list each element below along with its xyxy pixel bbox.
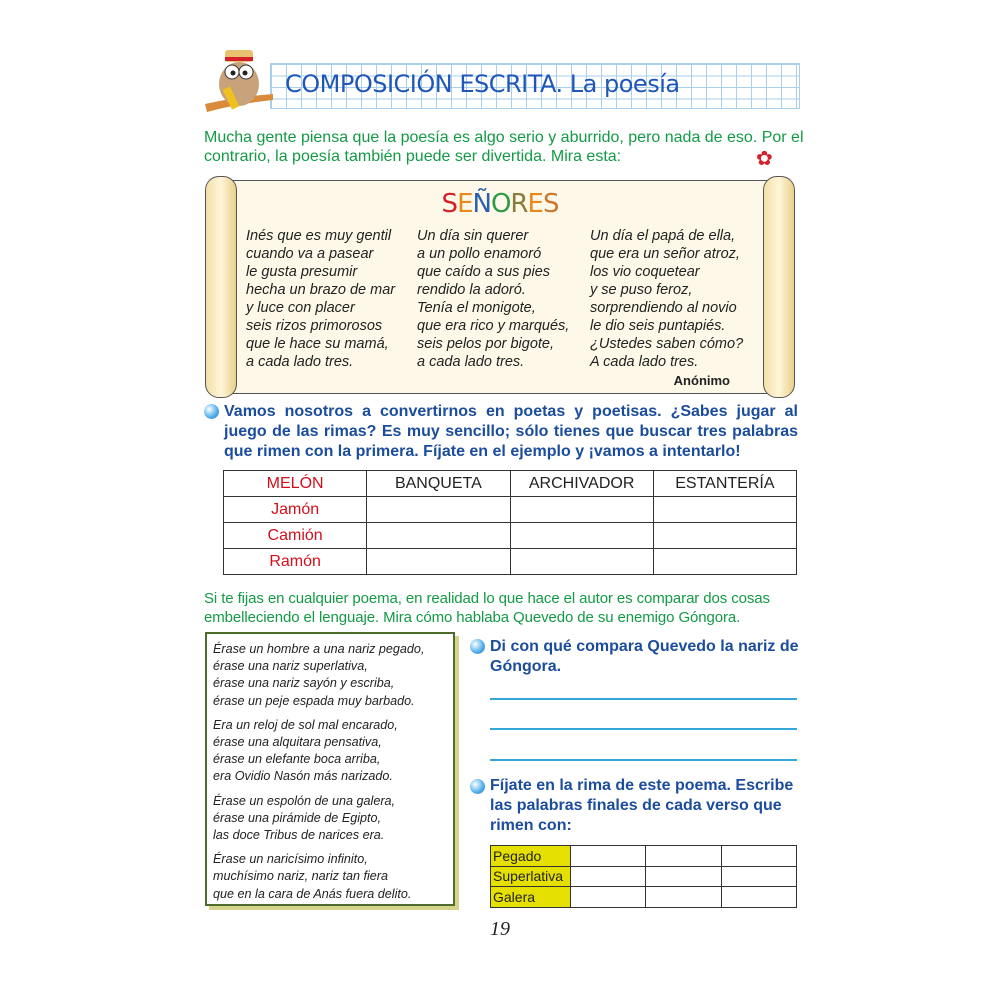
verse-line: que era rico y marqués,	[417, 318, 570, 334]
scroll-body	[223, 180, 777, 394]
verse-line: y luce con placer	[246, 300, 355, 316]
verse-line: Un día el papá de ella,	[590, 228, 736, 244]
answer-line[interactable]	[490, 728, 797, 730]
word-cell: Camión	[224, 523, 367, 549]
title-letter: E	[457, 189, 473, 219]
verse-line: las doce Tribus de narices era.	[213, 828, 385, 843]
bullet-icon	[470, 779, 485, 794]
stanza-1	[246, 227, 395, 371]
verse-line: érase un peje espada muy barbado.	[213, 693, 415, 708]
question-rhymes: Vamos nosotros a convertirnos en poetas y poetisas. ¿Sabes jugar al juego de las rimas? Es muy sencillo; sólo tienes que buscar tres palabras que rimen con la primera. Fíjate en el ejemplo y ¡vamos a intentarlo!	[224, 403, 798, 460]
header-cell: ESTANTERÍA	[653, 471, 796, 497]
verse-line: A cada lado tres.	[590, 354, 699, 370]
flower-icon: ✿	[756, 148, 773, 170]
answer-cell[interactable]	[510, 523, 653, 549]
verse-line: érase una alquitara pensativa,	[213, 735, 382, 750]
stanza-3	[590, 227, 743, 371]
verse-line: sorprendiendo al novio	[590, 300, 737, 316]
comparison-paragraph: Si te fijas en cualquier poema, en realidad lo que hace el autor es comparar dos cosas embelleciendo el lenguaje. Mira cómo hablaba Quevedo de su enemigo Góngora.	[204, 590, 770, 626]
stanza	[213, 851, 447, 903]
verse-line: Érase un naricísimo infinito,	[213, 852, 368, 867]
scroll-roll-right	[763, 176, 795, 398]
title-letter: S	[542, 189, 559, 219]
intro-text: Mucha gente piensa que la poesía es algo serio y aburrido, pero nada de eso. Por el contrario, la poesía también puede ser divertida. Mira esta:	[204, 129, 804, 165]
page-number: 19	[490, 918, 510, 940]
verse-line: seis pelos por bigote,	[417, 336, 555, 352]
answer-line[interactable]	[490, 698, 797, 700]
word-cell: Galera	[491, 887, 571, 908]
verse-line: cuando va a pasear	[246, 246, 374, 262]
answer-cell[interactable]	[367, 497, 510, 523]
verse-line: Érase un espolón de una galera,	[213, 793, 396, 808]
table-header-row	[224, 471, 797, 497]
verse-line: seis rizos primorosos	[246, 318, 383, 334]
verse-line: que caído a sus pies	[417, 264, 551, 280]
verse-line: era Ovidio Nasón más narizado.	[213, 769, 393, 784]
owl-mascot-icon	[205, 42, 275, 117]
verse-line: Era un reloj de sol mal encarado,	[213, 717, 398, 732]
answer-cell[interactable]	[721, 846, 796, 867]
answer-cell[interactable]	[721, 866, 796, 887]
question-compare: Di con qué compara Quevedo la nariz de Góngora.	[490, 638, 799, 675]
poem-scroll	[205, 176, 795, 398]
table-row	[224, 523, 797, 549]
table-row	[491, 846, 797, 867]
table-row	[224, 549, 797, 575]
word-cell: Ramón	[224, 549, 367, 575]
answer-cell[interactable]	[510, 549, 653, 575]
stanza-2	[417, 227, 569, 371]
verse-line: los vio coquetear	[590, 264, 700, 280]
verse-line: érase una nariz superlativa,	[213, 659, 368, 674]
stanza	[213, 641, 447, 710]
page-title: COMPOSICIÓN ESCRITA. La poesía	[285, 70, 680, 98]
word-cell: Pegado	[491, 846, 571, 867]
verse-line: que en la cara de Anás fuera delito.	[213, 886, 412, 901]
question-rhyme-words: Fíjate en la rima de este poema. Escribe las palabras finales de cada verso que rimen con:	[490, 777, 794, 834]
answer-cell[interactable]	[653, 549, 796, 575]
verse-line: que le hace su mamá,	[246, 336, 389, 352]
answer-cell[interactable]	[653, 497, 796, 523]
answer-cell[interactable]	[510, 497, 653, 523]
answer-cell[interactable]	[367, 549, 510, 575]
verse-line: muchísimo nariz, nariz tan fiera	[213, 869, 388, 884]
title-letter: Ñ	[472, 189, 491, 219]
verse-line: hecha un brazo de mar	[246, 282, 396, 298]
answer-cell[interactable]	[721, 887, 796, 908]
stanza	[213, 793, 447, 845]
verse-line: a cada lado tres.	[246, 354, 354, 370]
verse-line: ¿Ustedes saben cómo?	[590, 336, 744, 352]
verse-line: Érase un hombre a una nariz pegado,	[213, 642, 425, 656]
word-cell: Jamón	[224, 497, 367, 523]
header-cell: BANQUETA	[367, 471, 510, 497]
quevedo-poem-note	[205, 632, 455, 906]
verse-line: érase un elefante boca arriba,	[213, 752, 381, 767]
header-cell: MELÓN	[224, 471, 367, 497]
stanza	[213, 717, 447, 786]
table-row	[491, 866, 797, 887]
scroll-roll-left	[205, 176, 237, 398]
verse-line: y se puso feroz,	[590, 282, 693, 298]
table-row	[224, 497, 797, 523]
header-cell: ARCHIVADOR	[510, 471, 653, 497]
answer-cell[interactable]	[570, 846, 645, 867]
table-row	[491, 887, 797, 908]
title-letter: S	[441, 189, 458, 219]
word-cell: Superlativa	[491, 866, 571, 887]
verse-line: que era un señor atroz,	[590, 246, 740, 262]
poem-title	[224, 189, 776, 219]
verse-line: rendido la adoró.	[417, 282, 526, 298]
answer-cell[interactable]	[570, 866, 645, 887]
answer-cell[interactable]	[570, 887, 645, 908]
title-letter: E	[527, 189, 543, 219]
answer-cell[interactable]	[646, 887, 721, 908]
title-letter: R	[510, 189, 528, 219]
title-letter: O	[490, 189, 511, 219]
answer-cell[interactable]	[653, 523, 796, 549]
verse-line: a un pollo enamoró	[417, 246, 542, 262]
rhyme-table	[223, 470, 797, 575]
bullet-icon	[470, 639, 485, 654]
rhyme-words-table	[490, 845, 797, 908]
verse-line: Inés que es muy gentil	[246, 228, 392, 244]
verse-line: Tenía el monigote,	[417, 300, 536, 316]
answer-cell[interactable]	[367, 523, 510, 549]
verse-line: Un día sin querer	[417, 228, 529, 244]
poem-author: Anónimo	[673, 373, 730, 388]
verse-line: le dio seis puntapiés.	[590, 318, 726, 334]
verse-line: érase una pirámide de Egipto,	[213, 810, 382, 825]
verse-line: a cada lado tres.	[417, 354, 525, 370]
bullet-icon	[204, 404, 219, 419]
answer-cell[interactable]	[646, 866, 721, 887]
verse-line: le gusta presumir	[246, 264, 358, 280]
answer-cell[interactable]	[646, 846, 721, 867]
verse-line: érase una nariz sayón y escriba,	[213, 676, 395, 691]
answer-line[interactable]	[490, 759, 797, 761]
